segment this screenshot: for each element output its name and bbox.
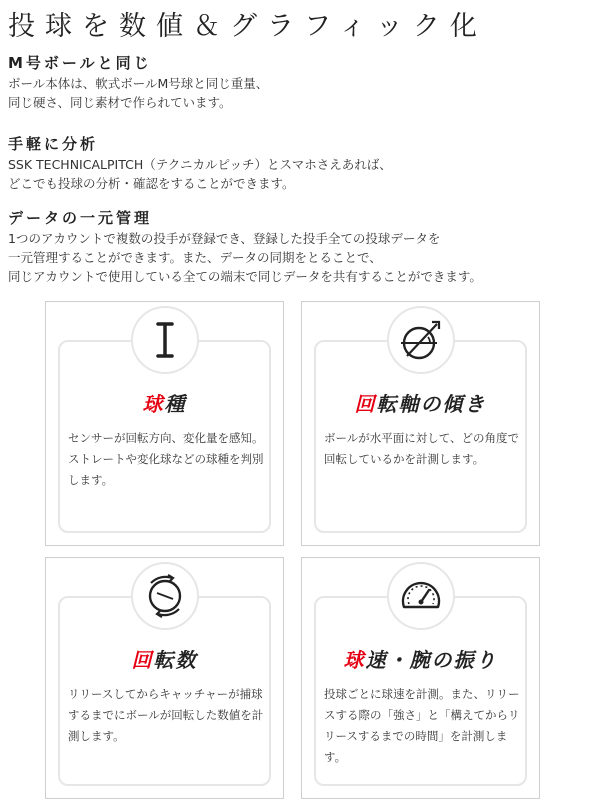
spin-arrows-icon: [131, 562, 199, 630]
speedometer-icon: [387, 562, 455, 630]
section-text-line: 1つのアカウントで複数の投手が登録でき、登録した投手全ての投球データを: [8, 231, 441, 246]
card-title: 球種: [142, 392, 187, 416]
section-text-line: SSK TECHNICALPITCH（テクニカルピッチ）とスマホさえあれば、: [8, 157, 392, 172]
section-text-line: 同じ硬さ、同じ素材で作られています。: [8, 95, 232, 110]
card-description: リリースしてからキャッチャーが捕球するまでにボールが回転した数値を計測します。: [68, 687, 264, 743]
card-title: 球速・腕の振り: [343, 648, 498, 672]
card-title: 回転数: [131, 648, 198, 672]
feature-card-speed-arm: [301, 557, 540, 799]
section-heading: 手軽に分析: [8, 135, 99, 153]
card-description: センサーが回転方向、変化量を感知。ストレートや変化球などの球種を判別します。: [68, 431, 264, 487]
card-description: 投球ごとに球速を計測。また、リリースする際の「強さ」と「構えてからリリースするまでの時間」を計測します。: [324, 687, 520, 764]
card-title: 回転軸の傾き: [354, 392, 487, 416]
section-heading: データの一元管理: [8, 209, 153, 227]
section-m-ball: [8, 52, 268, 112]
ball-type-icon: [131, 306, 199, 374]
section-data-management: [8, 207, 482, 286]
card-description: ボールが水平面に対して、どの角度で回転しているかを計測します。: [324, 431, 520, 466]
feature-card-spin-axis: [301, 301, 540, 546]
section-text-line: ボール本体は、軟式ボールM号球と同じ重量、: [8, 76, 269, 91]
section-easy-analysis: [8, 133, 392, 193]
section-text-line: 同じアカウントで使用している全ての端末で同じデータを共有することができます。: [8, 269, 482, 284]
feature-card-spin-rate: [45, 557, 284, 799]
section-text-line: 一元管理することができます。また、データの同期をとることで、: [8, 250, 382, 265]
page-title: 投球を数値＆グラフィック化: [8, 11, 487, 42]
feature-card-pitch-type: [45, 301, 284, 546]
section-heading: M号ボールと同じ: [8, 54, 152, 72]
section-text-line: どこでも投球の分析・確認をすることができます。: [8, 176, 295, 191]
tilted-axis-icon: [387, 306, 455, 374]
